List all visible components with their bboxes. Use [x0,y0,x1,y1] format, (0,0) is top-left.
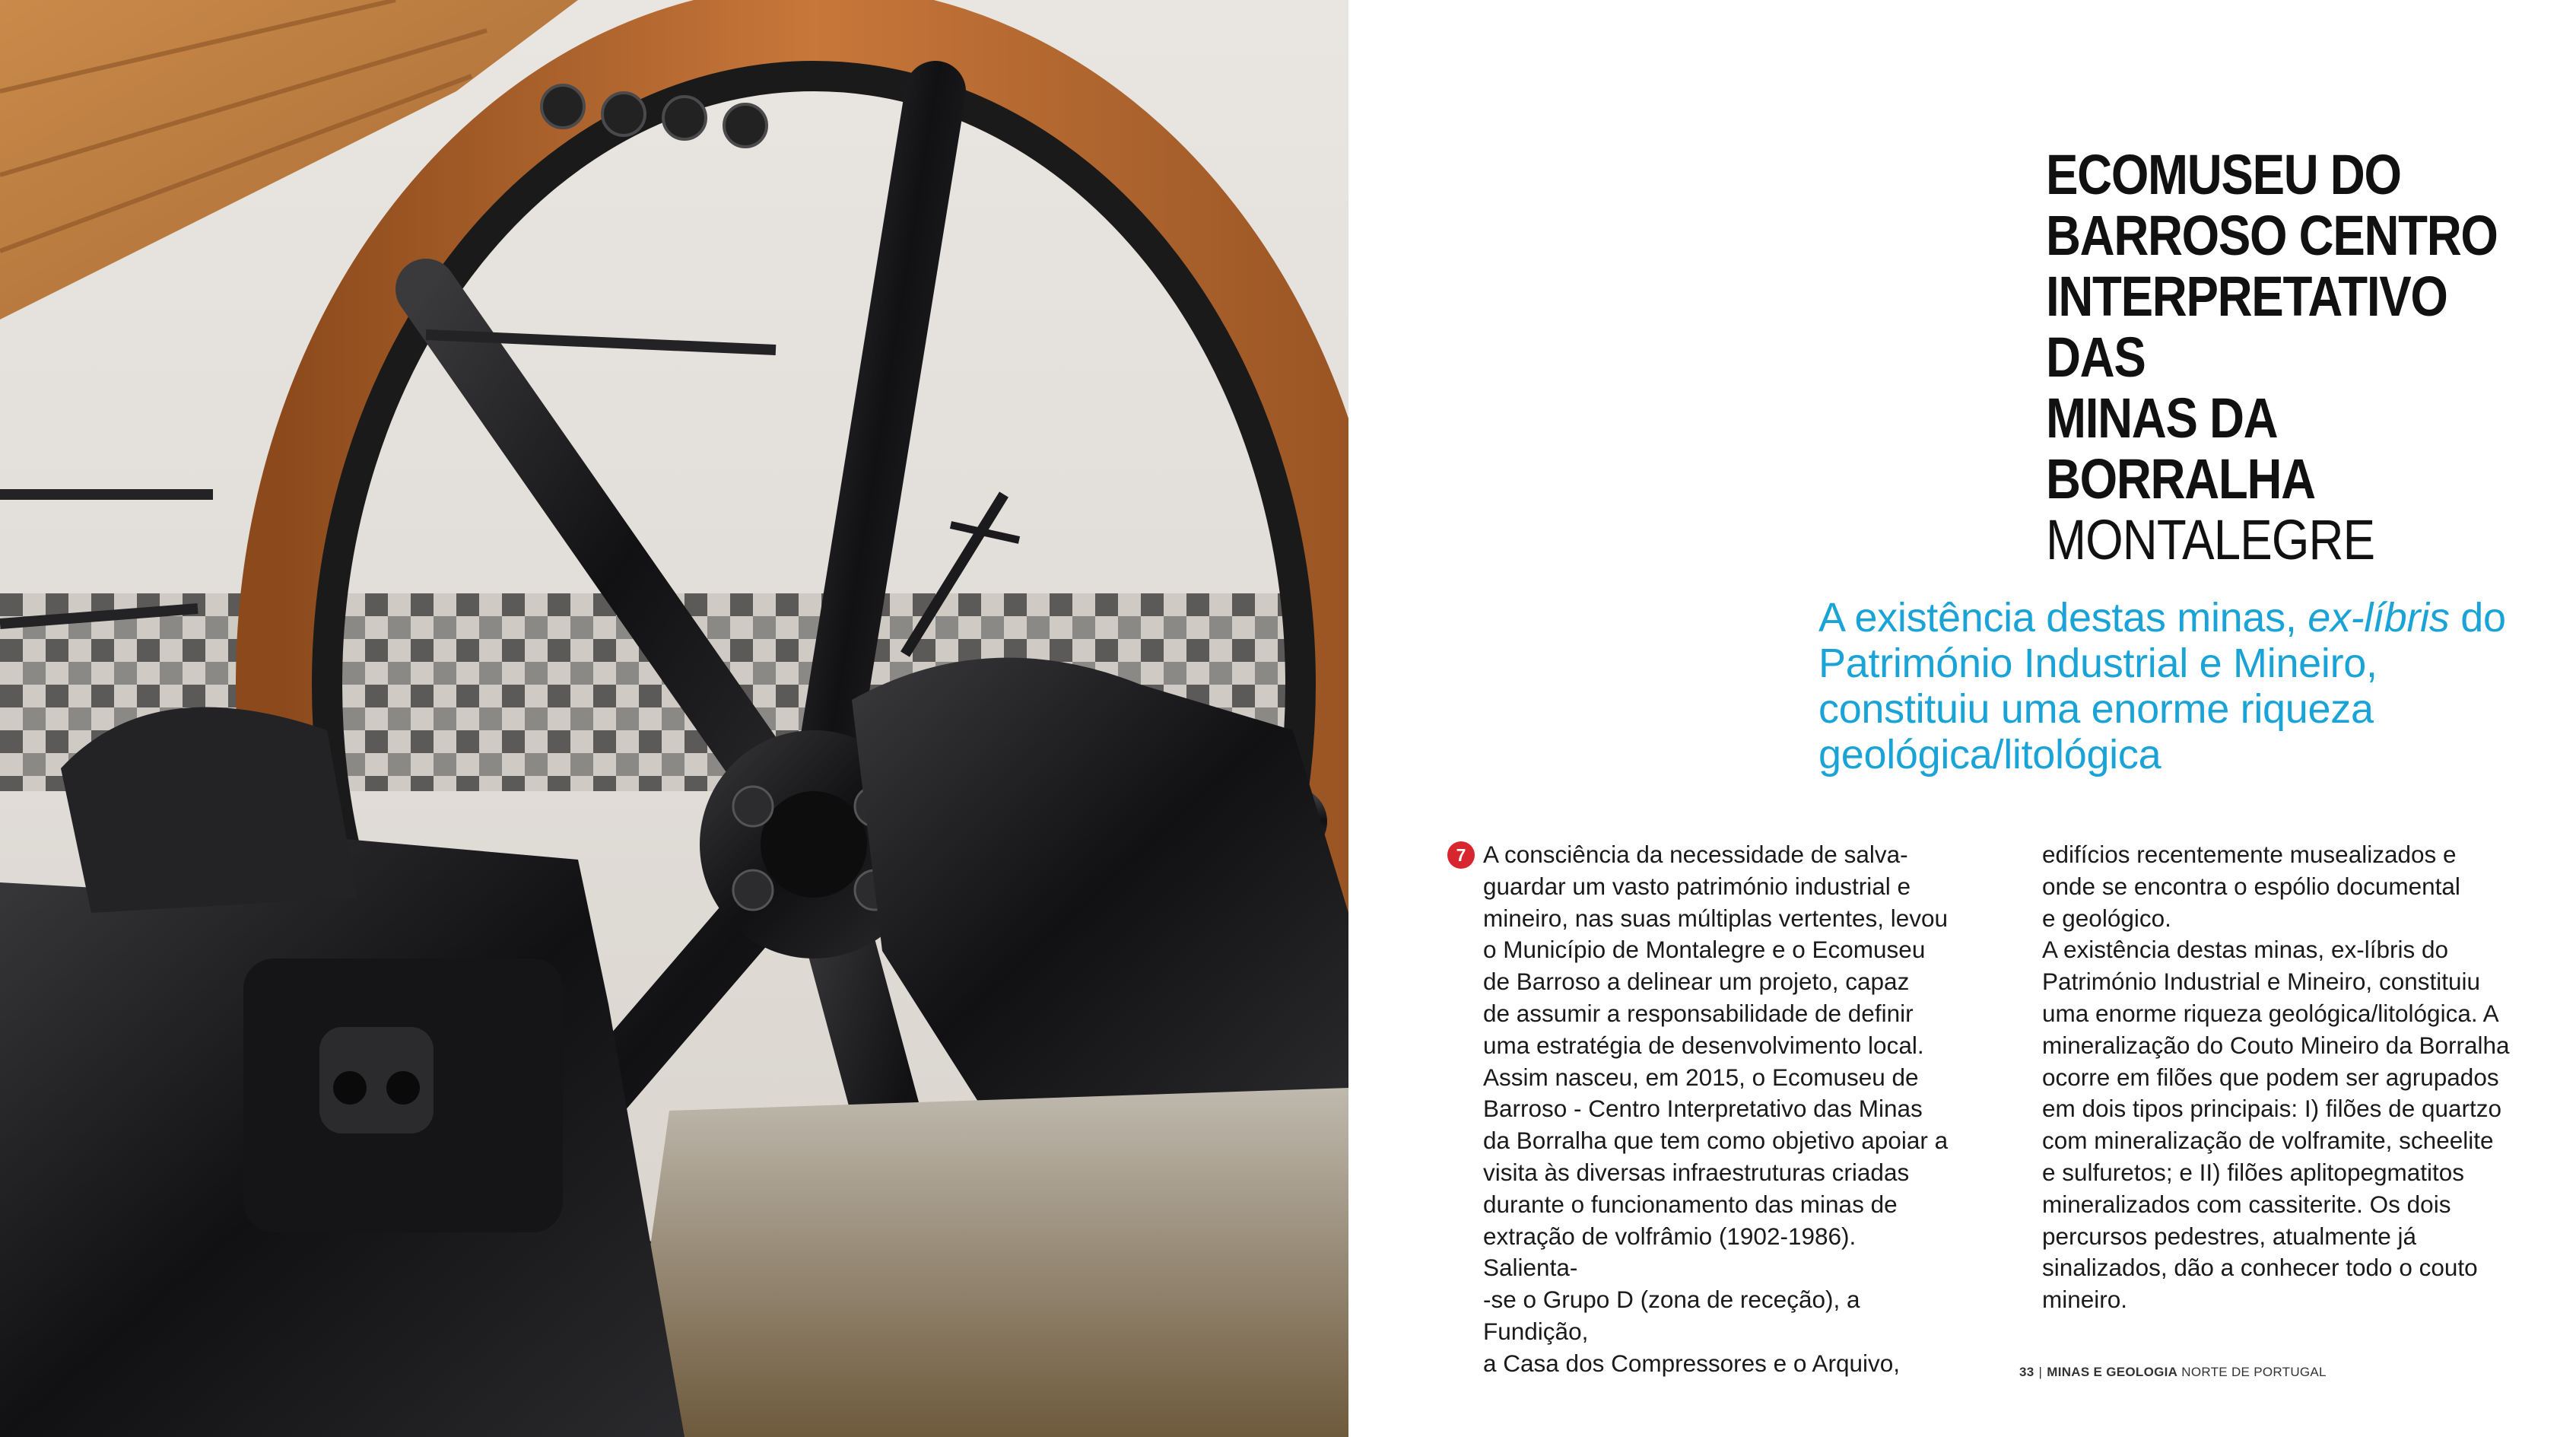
body-column-1: A consciência da necessidade de salva- guardar um vasto património industrial e mineiro, nas suas múltiplas vertentes, levou o Município de Montalegre e o Ecomuseu de Barroso a delinear um projeto, capaz de assumir a responsabilidade de definir uma estratégia de desenvolvimento local. Assim nasceu, em 2015, o Ecomuseu de Barroso - Centro Interpretativo das Minas da Borralha que tem como objetivo apoiar a visita às diversas infraestruturas criadas durante o funcionamento das minas de extração de volfrâmio (1902-1986). Salienta- -se o Grupo D (zona de receção), a Fundição, a Casa dos Compressores e o Arquivo, [1483,841,1949,1377]
title-line: BARROSO CENTRO [2046,204,2498,267]
article-subtitle: MONTALEGRE [2046,508,2375,571]
lead-text: do Património Industrial e Mineiro, constituiu uma enorme riqueza geológica/litológica [1818,595,2506,777]
article-heading [2046,145,2540,571]
location-marker-badge: 7 [1447,841,1475,869]
footer-separator: | [2038,1365,2043,1379]
title-line: MINAS DA BORRALHA [2046,386,2315,510]
article-title [2046,145,2543,510]
lead-text: A existência destas minas, [1818,595,2308,641]
body-column-2: edifícios recentemente musealizados e onde se encontra o espólio documental e geológico. A existência destas minas, ex-líbris do Património Industrial e Mineiro, constituiu uma enorme riqueza geológica/litológica. A mineralização do Couto Mineiro da Borralha ocorre em filões que podem ser agrupados em dois tipos principais: I) filões de quartzo com mineralização de volframite, scheelite e sulfuretos; e II) filões aplitopegmatitos mineralizados com cassiterite. Os dois percursos pedestres, atualmente já sinalizados, dão a conhecer todo o couto mineiro. [2042,841,2510,1314]
page-number: 33 [2019,1365,2034,1379]
title-line: INTERPRETATIVO DAS [2046,265,2447,389]
lead-paragraph [1818,595,2549,777]
title-line: ECOMUSEU DO [2046,143,2401,206]
publication-name: MINAS E GEOLOGIA [2047,1365,2178,1379]
lead-italic: ex-líbris [2308,595,2450,641]
publication-region: NORTE DE PORTUGAL [2181,1365,2327,1379]
page-footer [2019,1365,2327,1380]
